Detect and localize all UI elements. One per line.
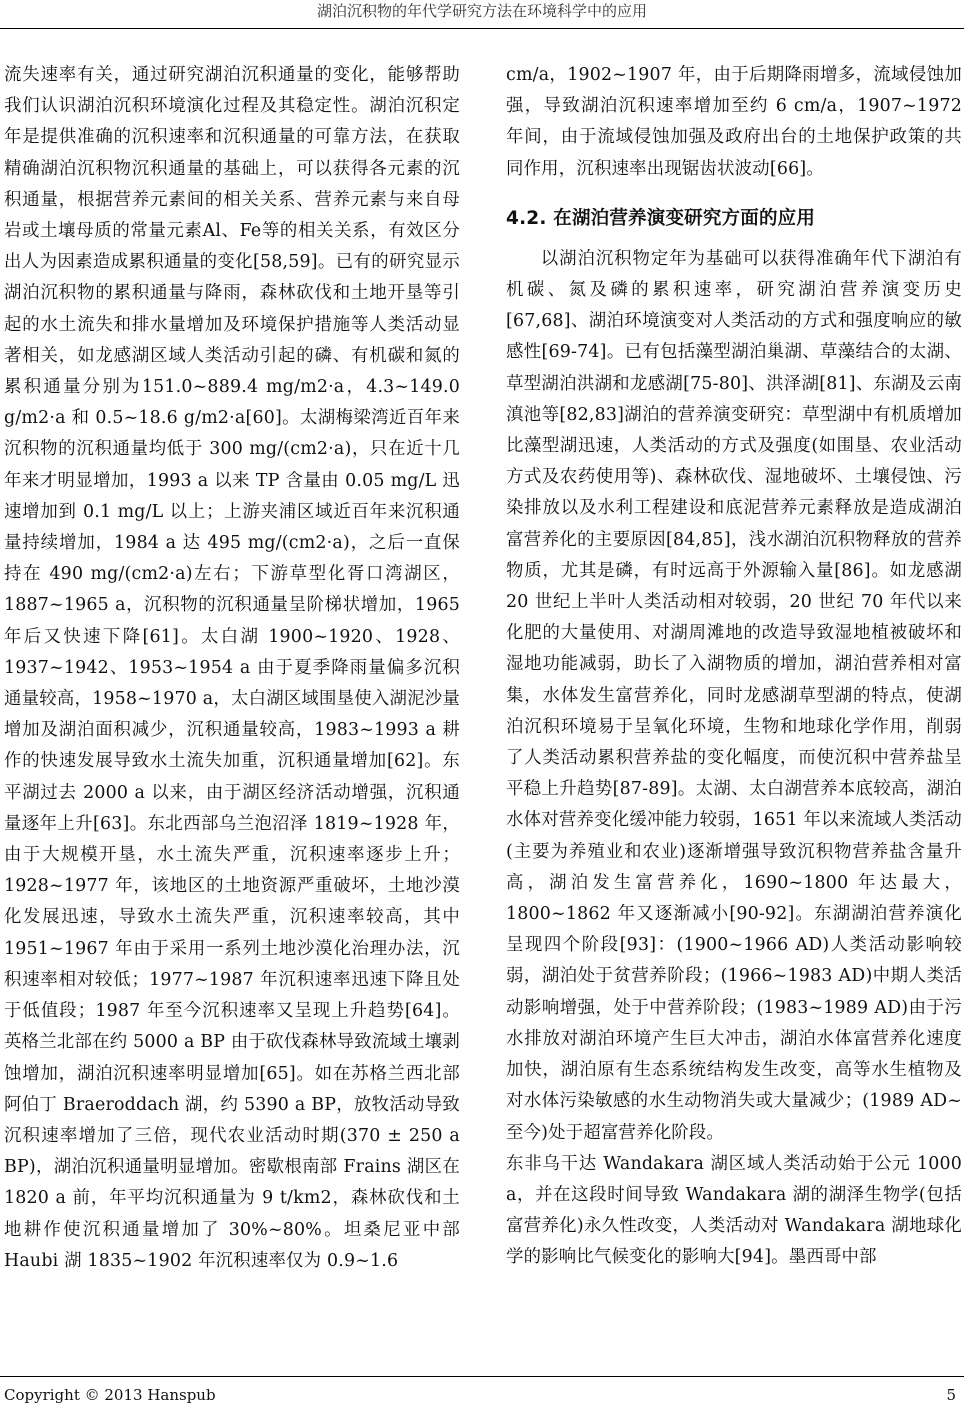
section-heading: 4.2. 在湖泊营养演变研究方面的应用 <box>506 207 816 229</box>
right-paragraph-2: 以湖泊沉积物定年为基础可以获得准确年代下湖泊有机碳、氮及磷的累积速率，研究湖泊营养演变历史[67,68]、湖泊环境演变对人类活动的方式和强度响应的敏感性[69-74]。已有包括藻型湖泊巢湖、草藻结合的太湖、草型湖泊洪湖和龙感湖[75-80]、洪泽湖[81]、东湖及云南滇池等[82,83]湖泊的营养演变研究：草型湖中有机质增加比藻型湖迅速，人类活动的方式及强度(如围垦、农业活动方式及农药使用等)、森林砍伐、湿地破坏、土壤侵蚀、污染排放以及水利工程建设和底泥营养元素释放是造成湖泊富营养化的主要原因[84,85]，浅水湖泊沉积物释放的营养物质，尤其是磷，有时远高于外源输入量[86]。如龙感湖 20 世纪上半叶人类活动相对较弱，20 世纪 70 年代以来化肥的大量使用、对湖周滩地的改造导致湿地植被破坏和湿地功能减弱，助长了入湖物质的增加，湖泊营养相对富集，水体发生富营养化，同时龙感湖草型湖的特点，使湖泊沉积环境易于呈氧化环境，生物和地球化学作用，削弱了人类活动累积营养盐的变化幅度，而使沉积中营养盐呈平稳上升趋势[87-89]。太湖、太白湖营养本底较高，湖泊水体对营养变化缓冲能力较弱，1651 年以来流域人类活动(主要为养殖业和农业)逐渐增强导致沉积物营养盐含量升高，湖泊发生富营养化，1690~1800 年达最大，1800~1862 年又逐渐减小[90-92]。东湖湖泊营养演化呈现四个阶段[93]：(1900~1966 AD)人类活动影响较弱，湖泊处于贫营养阶段；(1966~1983 AD)中期人类活动影响增强，处于中营养阶段；(1983~1989 AD)由于污水排放对湖泊环境产生巨大冲击，湖泊水体富营养化速度加快，湖泊原有生态系统结构发生改变，高等水生植物及对水体污染敏感的水生动物消失或大量减少；(1989 AD~至今)处于超富营养化阶段。 <box>506 248 962 1143</box>
copyright-notice: Copyright © 2013 Hanspub <box>4 1386 216 1404</box>
page-number: 5 <box>946 1386 956 1404</box>
left-column <box>4 60 460 1277</box>
running-header: 湖泊沉积物的年代学研究方法在环境科学中的应用 <box>316 2 647 20</box>
header-rule <box>0 28 964 29</box>
right-paragraph-1: cm/a，1902~1907 年，由于后期降雨增多，流域侵蚀加强，导致湖泊沉积速率增加至约 6 cm/a，1907~1972 年间，由于流域侵蚀加强及政府出台的土地保护政策的共同作用，沉积速率出现锯齿状波动[66]。 <box>506 65 962 179</box>
right-paragraph-3: 东非乌干达 Wandakara 湖区域人类活动始于公元 1000 a，并在这段时间导致 Wandakara 湖的湖泽生物学(包括富营养化)永久性改变，人类活动对 Wandakara 湖地球化学的影响比气候变化的影响大[94]。墨西哥中部 <box>506 1153 962 1268</box>
right-column <box>506 60 962 1274</box>
footer-rule <box>0 1376 964 1377</box>
left-paragraph-1: 流失速率有关，通过研究湖泊沉积通量的变化，能够帮助我们认识湖泊沉积环境演化过程及其稳定性。湖泊沉积定年是提供准确的沉积速率和沉积通量的可靠方法，在获取精确湖泊沉积物沉积通量的基础上，可以获得各元素的沉积通量，根据营养元素间的相关关系、营养元素与来自母岩或土壤母质的常量元素Al、Fe等的相关关系，有效区分出人为因素造成累积通量的变化[58,59]。已有的研究显示湖泊沉积物的累积通量与降雨，森林砍伐和土地开垦等引起的水土流失和排水量增加及环境保护措施等人类活动显著相关，如龙感湖区域人类活动引起的磷、有机碳和氮的累积通量分别为151.0~889.4 mg/m2·a，4.3~149.0 g/m2·a 和 0.5~18.6 g/m2·a[60]。太湖梅梁湾近百年来沉积物的沉积通量均低于 300 mg/(cm2·a)，只在近十几年来才明显增加，1993 a 以来 TP 含量由 0.05 mg/L 迅速增加到 0.1 mg/L 以上；上游夹浦区域近百年来沉积通量持续增加，1984 a 达 495 mg/(cm2·a)，之后一直保持在 490 mg/(cm2·a)左右；下游草型化胥口湾湖区，1887~1965 a，沉积物的沉积通量呈阶梯状增加，1965 年后又快速下降[61]。太白湖 1900~1920、1928、1937~1942、1953~1954 a 由于夏季降雨量偏多沉积通量较高，1958~1970 a，太白湖区域围垦使入湖泥沙量增加及湖泊面积减少，沉积通量较高，1983~1993 a 耕作的快速发展导致水土流失加重，沉积通量增加[62]。东平湖过去 2000 a 以来，由于湖区经济活动增强，沉积通量逐年上升[63]。东北西部乌兰泡沼泽 1819~1928 年，由于大规模开垦，水土流失严重，沉积速率逐步上升；1928~1977 年，该地区的土地资源严重破坏，土地沙漠化发展迅速，导致水土流失严重，沉积速率较高，其中 1951~1967 年由于采用一系列土地沙漠化治理办法，沉积速率相对较低；1977~1987 年沉积速率迅速下降且处于低值段；1987 年至今沉积速率又呈现上升趋势[64]。英格兰北部在约 5000 a BP 由于砍伐森林导致流域土壤剥蚀增加，湖泊沉积速率明显增加[65]。如在苏格兰西北部阿伯丁 Braeroddach 湖，约 5390 a BP，放牧活动导致沉积速率增加了三倍，现代农业活动时期(370 ± 250 a BP)，湖泊沉积通量明显增加。密歇根南部 Frains 湖区在 1820 a 前，年平均沉积通量为 9 t/km2，森林砍伐和土地耕作使沉积通量增加了 30%~80%。坦桑尼亚中部 Haubi 湖 1835~1902 年沉积速率仅为 0.9~1.6 <box>4 65 460 1271</box>
